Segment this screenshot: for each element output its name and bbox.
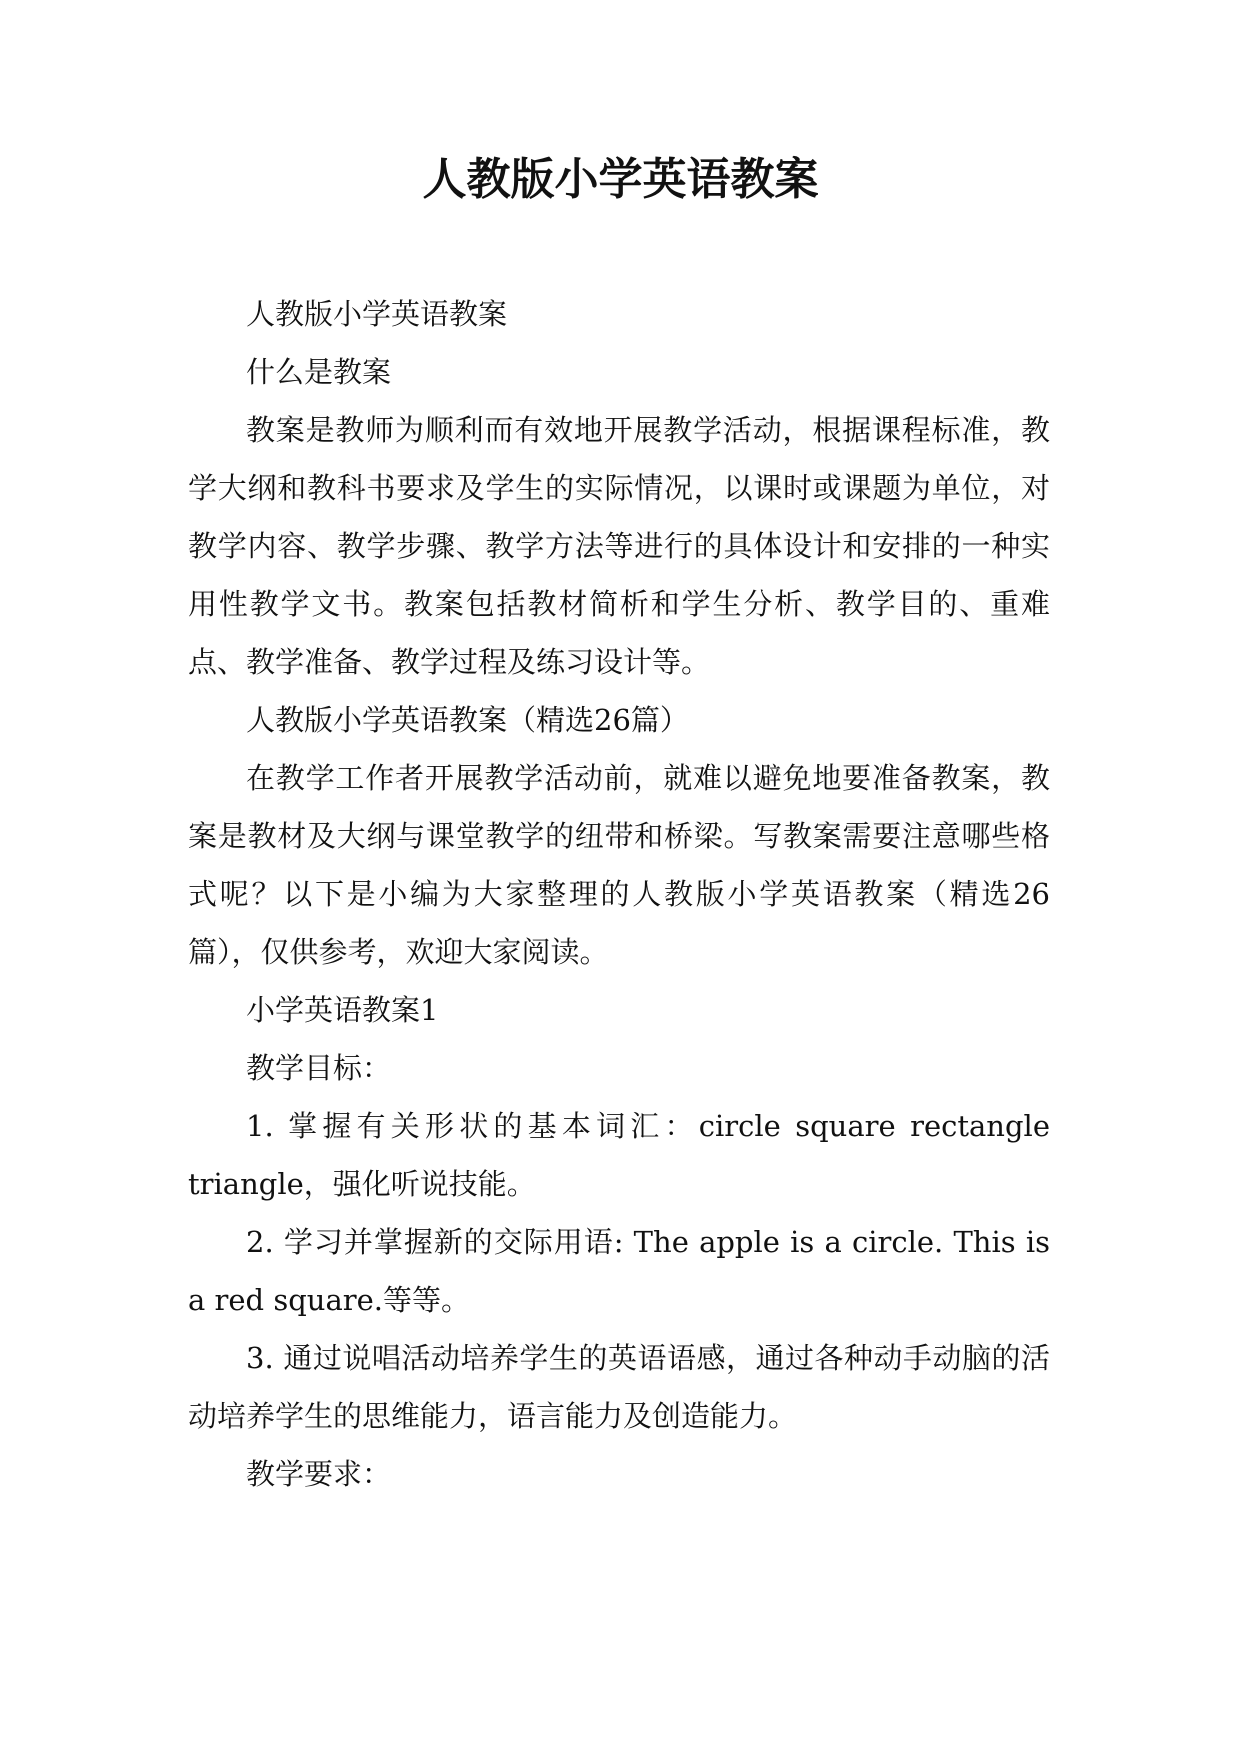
document-title: 人教版小学英语教案 [422,154,819,205]
paragraph-goal-3: 3. 通过说唱活动培养学生的英语语感，通过各种动手动脑的活动培养学生的思维能力，语言能力及创造能力。 [188,1341,1050,1433]
document-body [188,285,1050,1503]
paragraph-what-is-lesson-plan: 什么是教案 [246,355,392,389]
paragraph-heading: 人教版小学英语教案 [246,297,508,331]
paragraph-lesson-1-title: 小学英语教案1 [246,993,439,1027]
paragraph-goal-2: 2. 学习并掌握新的交际用语: The apple is a circle. This is a red square.等等。 [188,1225,1050,1317]
paragraph-collection-title: 人教版小学英语教案（精选26篇） [246,703,689,737]
paragraph-goal-1: 1. 掌握有关形状的基本词汇：circle square rectangle triangle，强化听说技能。 [188,1109,1050,1201]
paragraph-teaching-goals-heading: 教学目标： [246,1051,392,1085]
paragraph-teaching-requirements-heading: 教学要求： [246,1457,392,1491]
paragraph-definition: 教案是教师为顺利而有效地开展教学活动，根据课程标准，教学大纲和教科书要求及学生的实际情况，以课时或课题为单位，对教学内容、教学步骤、教学方法等进行的具体设计和安排的一种实用性教学文书。教案包括教材简析和学生分析、教学目的、重难点、教学准备、教学过程及练习设计等。 [188,413,1050,679]
paragraph-introduction: 在教学工作者开展教学活动前，就难以避免地要准备教案，教案是教材及大纲与课堂教学的纽带和桥梁。写教案需要注意哪些格式呢？以下是小编为大家整理的人教版小学英语教案（精选26篇），仅供参考，欢迎大家阅读。 [188,761,1050,969]
